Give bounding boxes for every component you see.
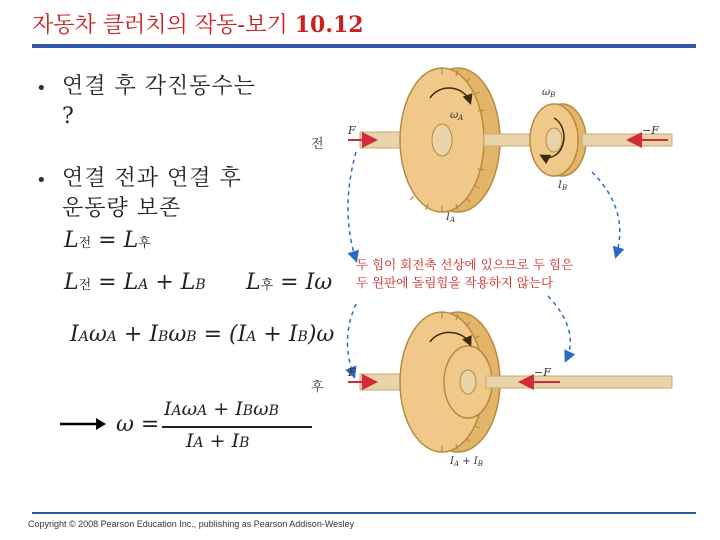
label-after: 후 bbox=[311, 380, 324, 395]
gear-a-after-icon bbox=[400, 312, 500, 452]
force-left-label-after: F bbox=[348, 366, 356, 379]
force-left-label: F bbox=[348, 124, 356, 137]
force-right-label-after: −F bbox=[534, 366, 551, 379]
clutch-diagram bbox=[330, 60, 690, 480]
bullet-marker-1: • bbox=[36, 78, 47, 99]
svg-text:ωA: $\omega_A$ bbox=[450, 110, 464, 122]
equation-before-sum: L전 = LA + LB bbox=[64, 270, 206, 295]
equation-after: L후 = Iω bbox=[246, 270, 333, 295]
equation-conservation: IAωA + IBωB = (IA + IB)ω bbox=[70, 322, 335, 347]
note-line1: 두 힘이 회전축 선상에 있으므로 두 힘은 bbox=[356, 257, 574, 272]
bullet-2-line1: 연결 전과 연결 후 bbox=[62, 166, 242, 191]
footer-divider bbox=[32, 512, 696, 514]
bullet-2 bbox=[62, 164, 242, 224]
slide-title bbox=[32, 8, 364, 39]
bullet-1 bbox=[62, 72, 256, 132]
connector-right-down bbox=[592, 172, 620, 256]
copyright-text: Copyright © 2008 Pearson Education Inc., publishing as Pearson Addison-Wesley bbox=[28, 519, 355, 529]
clutch-after-group bbox=[347, 312, 672, 468]
note-line2: 두 원판에 돌림힘을 작용하지 않는다 bbox=[356, 275, 554, 290]
bullet-marker-2: • bbox=[36, 170, 47, 191]
omega-b-label: $\omega_B$ bbox=[542, 87, 556, 99]
ia-ib-label-after: $I_A + I_B$ bbox=[450, 456, 483, 468]
result-arrow-icon bbox=[58, 414, 108, 434]
ia-label-before: $I_A$ bbox=[446, 212, 456, 224]
disk-b-before-icon bbox=[530, 104, 586, 176]
equation-final-omega: ω = IAωA + IBωB IA + IB bbox=[116, 398, 326, 458]
clutch-before-group bbox=[347, 68, 672, 224]
bullet-2-line2: 운동량 보존 bbox=[62, 196, 182, 221]
title-number: 10.12 bbox=[294, 12, 364, 38]
connector-right-up bbox=[548, 296, 570, 360]
title-text: 자동차 클러치의 작동-보기 bbox=[32, 13, 288, 38]
ib-label-before: $I_B$ bbox=[558, 180, 568, 192]
equation-momentum-equality: L전 = L후 bbox=[64, 228, 151, 253]
connector-left-down bbox=[348, 152, 356, 260]
bullet-1-line1: 연결 후 각진동수는 bbox=[62, 74, 257, 99]
force-right-label: −F bbox=[642, 124, 659, 137]
title-divider bbox=[32, 44, 696, 48]
bullet-1-line2: ? bbox=[62, 104, 75, 129]
label-before: 전 bbox=[311, 137, 324, 152]
